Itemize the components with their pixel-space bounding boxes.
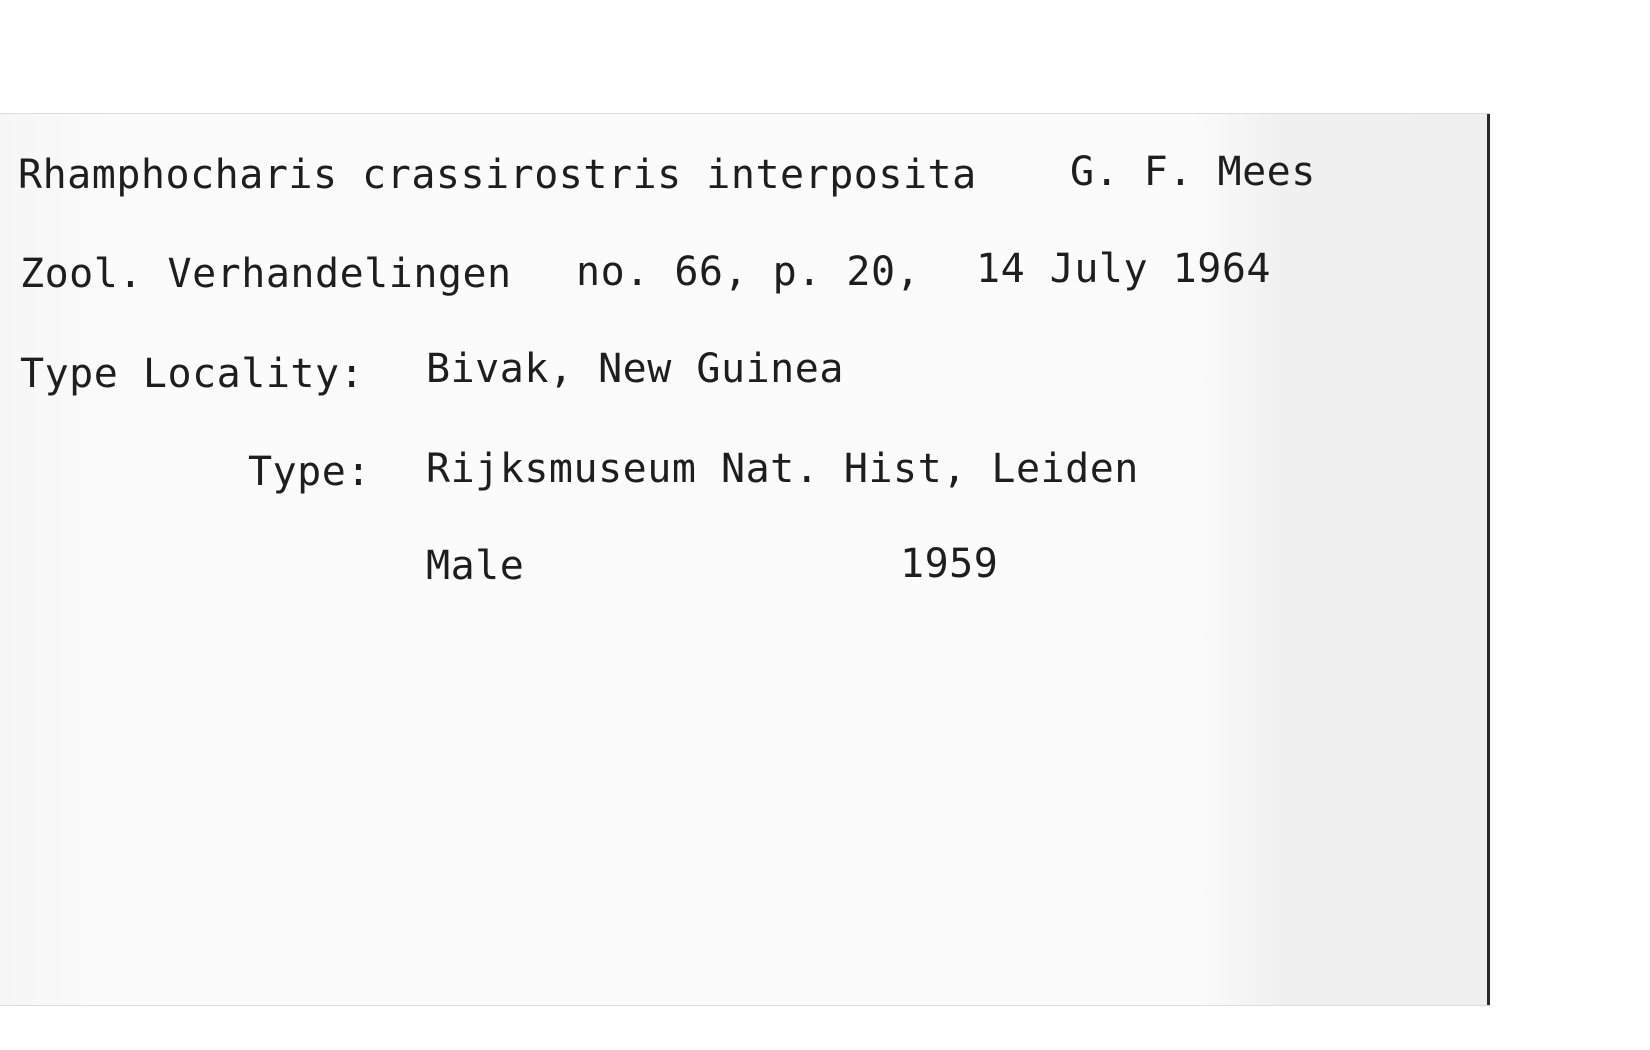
taxon-name: Rhamphocharis crassirostris interposita: [18, 152, 977, 198]
citation: no. 66, p. 20,: [576, 249, 921, 295]
publication-date: 14 July 1964: [976, 246, 1271, 292]
type-locality-value: Bivak, New Guinea: [426, 346, 844, 392]
specimen-sex: Male: [426, 543, 525, 589]
publication-title: Zool. Verhandelingen: [20, 251, 512, 297]
type-repository: Rijksmuseum Nat. Hist, Leiden: [426, 446, 1139, 492]
specimen-year: 1959: [900, 541, 999, 587]
author-name: G. F. Mees: [1070, 149, 1316, 195]
type-locality-label: Type Locality:: [20, 351, 365, 397]
index-card: [0, 113, 1490, 1006]
card-edge: [1487, 114, 1490, 1005]
type-label: Type:: [248, 449, 371, 495]
